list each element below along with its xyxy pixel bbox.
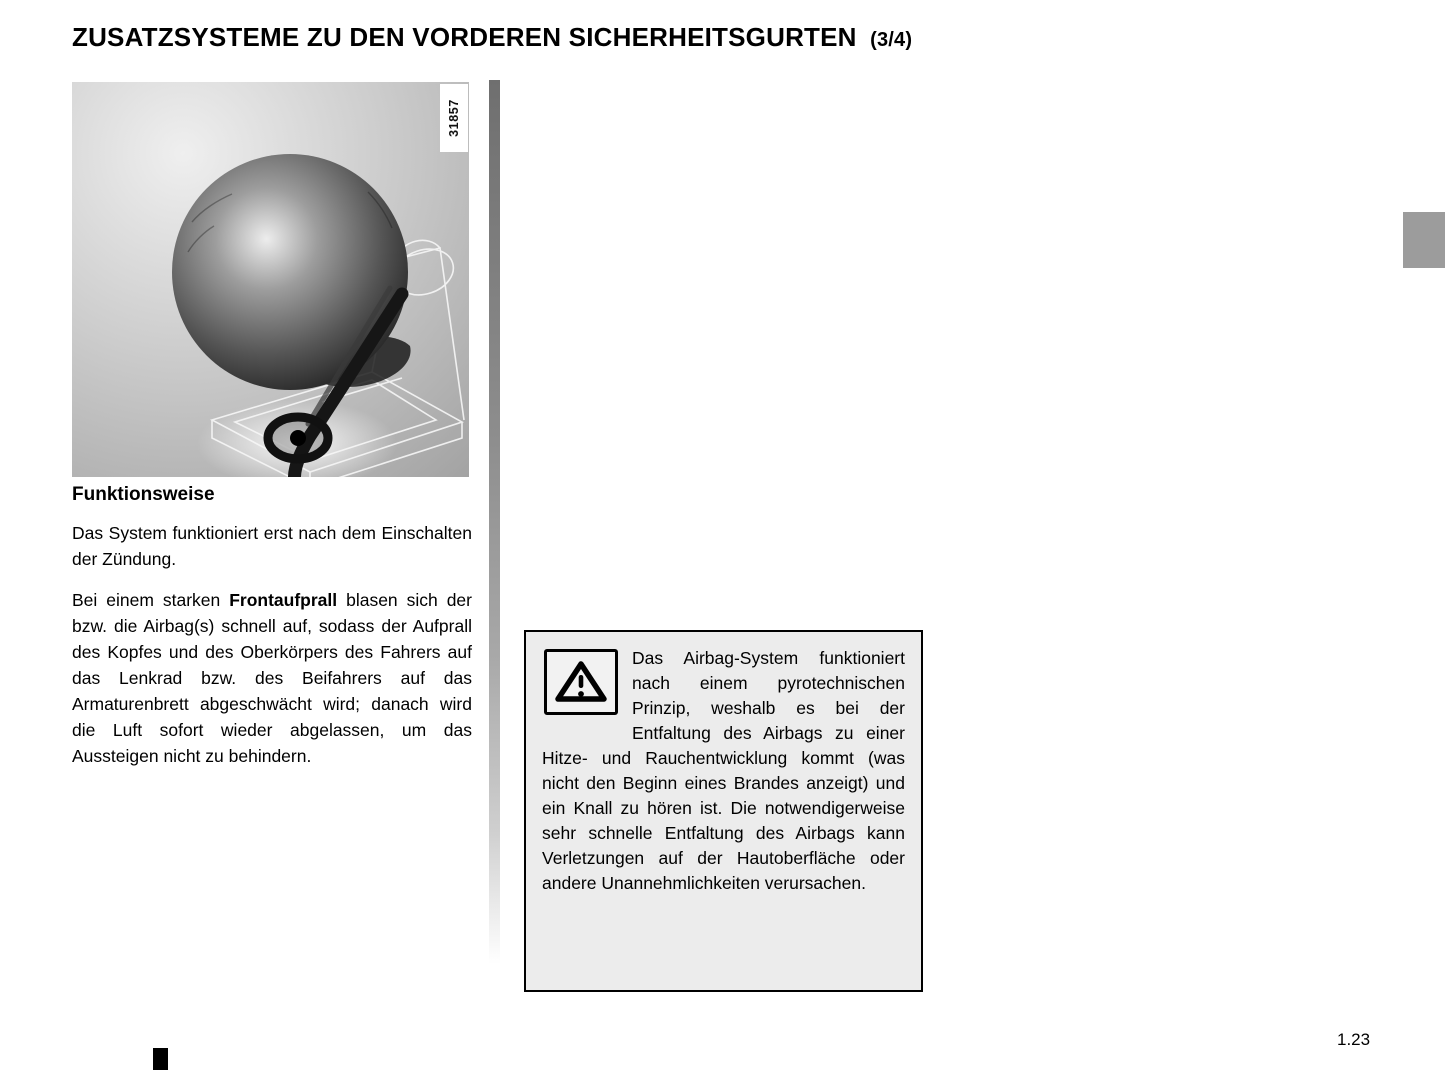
paragraph-impact-rest: blasen sich der bzw. die Airbag(s) schnell auf, sodass der Aufprall des Kopfes und des Oberkörpers des Fahrers auf das Lenkrad bzw. des Beifahrers auf das Armaturenbrett abgeschwächt wird; danach wird die Luft sofort wieder abgelassen, um das Aussteigen nicht zu behindern. [72, 590, 472, 766]
paragraph-ignition [72, 520, 472, 572]
airbag-illustration-art [72, 82, 469, 477]
chapter-edge-tab [1403, 212, 1445, 268]
frontal-impact-emphasis: Frontaufprall [229, 590, 338, 610]
figure-number-label [440, 84, 468, 152]
footer-print-marker [153, 1048, 168, 1070]
page-title-text: ZUSATZSYSTEME ZU DEN VORDEREN SICHERHEITSGURTEN [72, 22, 857, 52]
airbag-illustration [72, 82, 469, 477]
warning-triangle-icon [544, 649, 618, 715]
page-title-pagination: (3/4) [870, 29, 913, 51]
warning-box [524, 630, 923, 992]
figure-number: 31857 [447, 99, 462, 137]
paragraph-frontal-impact [72, 587, 472, 769]
body-text-column [72, 484, 472, 784]
section-heading: Funktionsweise [72, 484, 215, 505]
paragraph-impact-lead: Bei einem starken [72, 590, 230, 610]
page-title [72, 22, 912, 53]
warning-text: Das Airbag-System funktioniert nach einem pyrotechnischen Prinzip, weshalb es bei der Entfaltung des Airbags zu einer Hitze- und Rauchentwicklung kommt (was nicht den Beginn eines Brandes anzeigt) und ein Knall zu hören ist. Die notwendigerweise sehr schnelle Entfaltung des Airbags kann Verletzungen auf der Hautoberfläche oder andere Unannehmlichkeiten verursachen. [542, 648, 905, 893]
paragraph-ignition-text: Das System funktioniert erst nach dem Einschalten der Zündung. [72, 523, 472, 569]
page-number: 1.23 [1337, 1030, 1371, 1049]
column-divider [489, 80, 500, 964]
